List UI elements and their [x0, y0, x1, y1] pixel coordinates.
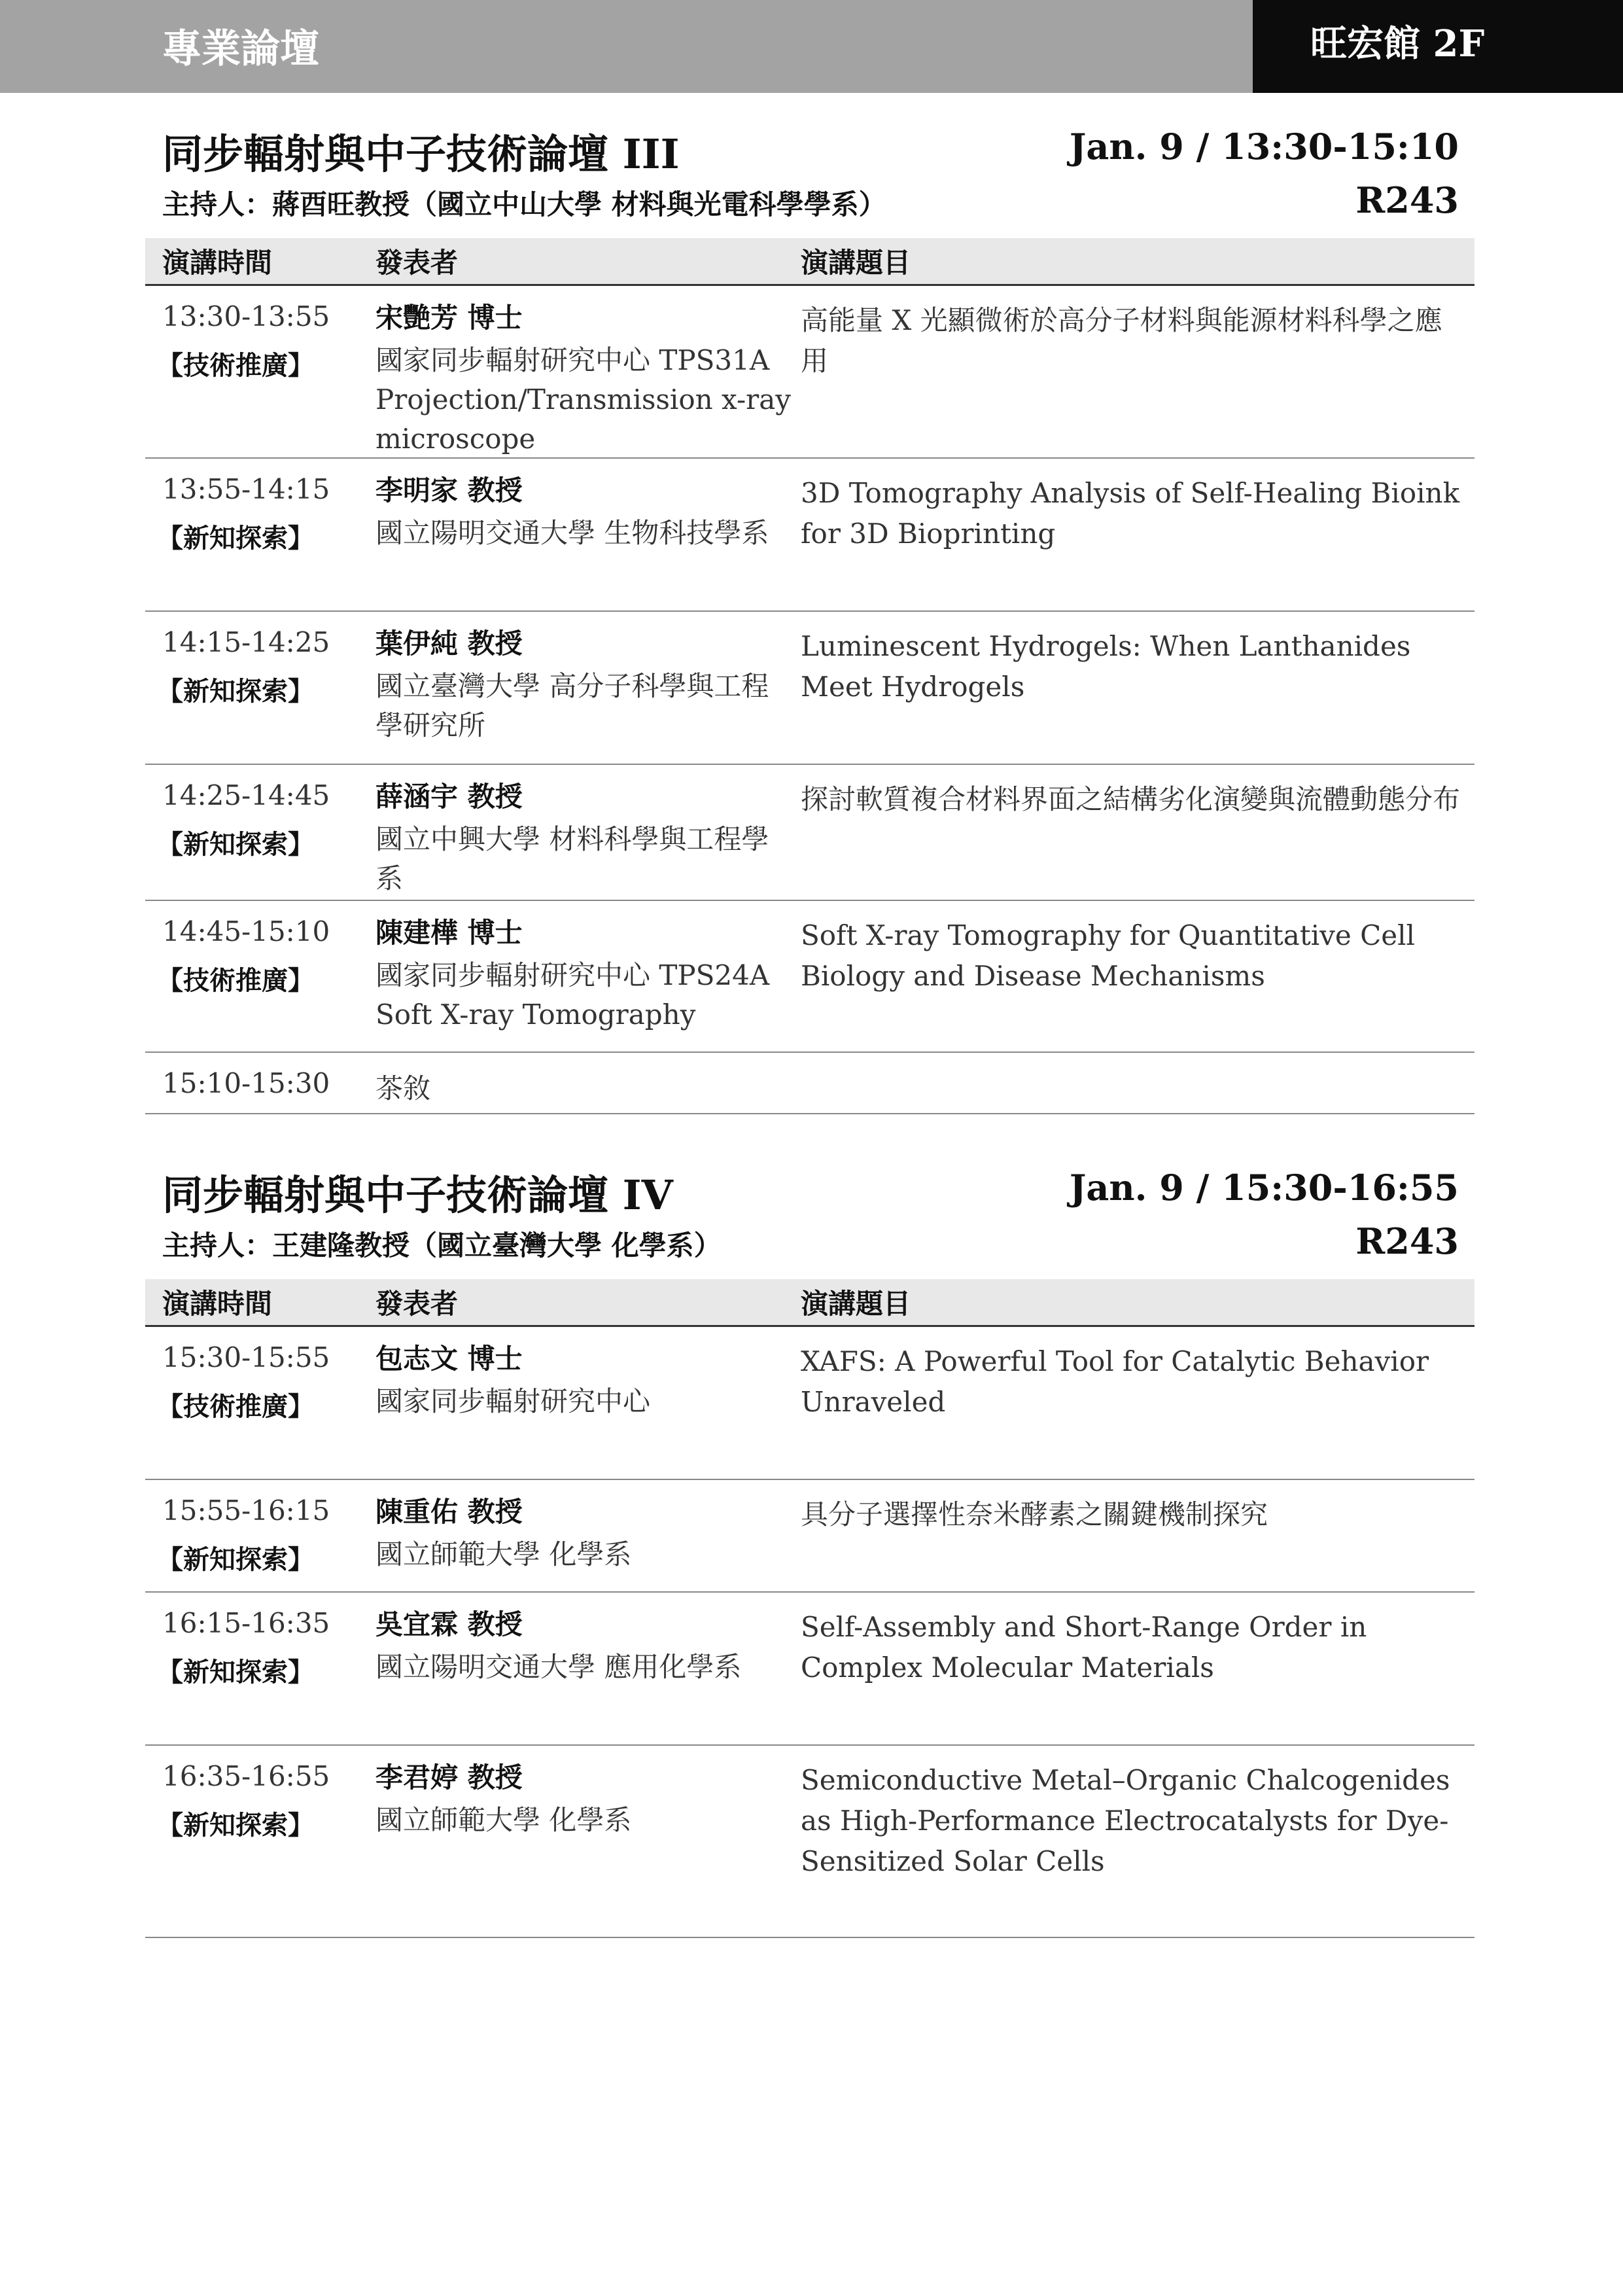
session-4	[145, 1163, 1475, 1935]
talk-topic: Semiconductive Metal–Organic Chalcogenides as High-Performance Electrocatalysts for Dye-Sensitized Solar Cells	[801, 1764, 1450, 1877]
talk-time: 14:45-15:10	[162, 915, 330, 947]
presenter-name: 葉伊純 教授	[375, 627, 523, 660]
presenter-affiliation: 國立陽明交通大學 生物科技學系	[375, 517, 769, 549]
talk-time: 14:15-14:25	[162, 626, 330, 658]
talk-time: 14:25-14:45	[162, 779, 330, 811]
presenter-name: 包志文 博士	[375, 1343, 523, 1375]
header-time: 演講時間	[162, 247, 273, 279]
presenter-affiliation: 國立中興大學 材料科學與工程學系	[375, 823, 769, 894]
presenter-name: 吳宜霖 教授	[375, 1608, 523, 1640]
presenter-name: 陳重佑 教授	[375, 1496, 523, 1528]
header-bar	[0, 0, 1623, 93]
talk-topic: 探討軟質複合材料界面之結構劣化演變與流體動態分布	[801, 783, 1461, 815]
talk-tag: 【技術推廣】	[157, 1391, 314, 1422]
talk-tag: 【新知探索】	[157, 676, 314, 707]
talk-topic: 3D Tomography Analysis of Self-Healing Bioink for 3D Bioprinting	[801, 477, 1460, 550]
table-row	[145, 1593, 1475, 1746]
talk-time: 15:30-15:55	[162, 1341, 330, 1373]
session-host: 主持人：王建隆教授（國立臺灣大學 化學系）	[162, 1229, 722, 1262]
table-row	[145, 901, 1475, 1053]
talk-tag: 【技術推廣】	[157, 965, 314, 996]
presenter-affiliation: 國立師範大學 化學系	[375, 1538, 632, 1570]
table-row	[145, 459, 1475, 612]
presenter-affiliation: 國立臺灣大學 高分子科學與工程學研究所	[375, 670, 769, 741]
talk-tag: 【技術推廣】	[157, 350, 314, 381]
header-presenter: 發表者	[375, 247, 459, 279]
table-row	[145, 286, 1475, 459]
session-room: R243	[1355, 1220, 1459, 1262]
presenter-name: 宋艷芳 博士	[375, 302, 523, 334]
talk-time: 15:55-16:15	[162, 1494, 330, 1527]
talk-tag: 【新知探索】	[157, 523, 314, 554]
venue-label: 旺宏館 2F	[1253, 0, 1623, 93]
header-topic: 演講題目	[801, 1288, 911, 1320]
session-title: 同步輻射與中子技術論壇 III	[162, 130, 680, 178]
section-title: 專業論壇	[162, 26, 319, 72]
table-row	[145, 612, 1475, 765]
talk-topic: Self-Assembly and Short-Range Order in Complex Molecular Materials	[801, 1611, 1367, 1684]
presenter-affiliation: 國家同步輻射研究中心 TPS24A Soft X-ray Tomography	[375, 959, 770, 1031]
break-label: 茶敘	[375, 1072, 431, 1104]
talk-topic: Soft X-ray Tomography for Quantitative Cell Biology and Disease Mechanisms	[801, 919, 1415, 992]
session-room: R243	[1355, 179, 1459, 221]
header-time: 演講時間	[162, 1288, 273, 1320]
header-topic: 演講題目	[801, 247, 911, 279]
talk-topic: XAFS: A Powerful Tool for Catalytic Behavior Unraveled	[801, 1345, 1429, 1418]
talk-time: 16:15-16:35	[162, 1607, 330, 1639]
presenter-affiliation: 國家同步輻射研究中心 TPS31A Projection/Transmission x-ray microscope	[375, 344, 792, 455]
session-3	[145, 122, 1475, 1110]
table-row	[145, 1746, 1475, 1938]
presenter-affiliation: 國家同步輻射研究中心	[375, 1385, 651, 1417]
break-row	[145, 1053, 1475, 1114]
session-host: 主持人：蔣酉旺教授（國立中山大學 材料與光電科學學系）	[162, 188, 886, 221]
table-row	[145, 1327, 1475, 1480]
talk-time: 16:35-16:55	[162, 1760, 330, 1792]
table-row	[145, 1480, 1475, 1593]
talk-tag: 【新知探索】	[157, 1657, 314, 1687]
talk-topic: 高能量 X 光顯微術於高分子材料與能源材料科學之應用	[801, 304, 1442, 377]
session-title: 同步輻射與中子技術論壇 IV	[162, 1171, 673, 1219]
table-header	[145, 238, 1475, 286]
presenter-name: 李君婷 教授	[375, 1761, 523, 1793]
talk-topic: Luminescent Hydrogels: When Lanthanides Meet Hydrogels	[801, 630, 1411, 703]
presenter-affiliation: 國立陽明交通大學 應用化學系	[375, 1651, 742, 1683]
session-datetime: Jan. 9 / 15:30-16:55	[1069, 1167, 1459, 1209]
table-row	[145, 765, 1475, 901]
break-time: 15:10-15:30	[162, 1067, 330, 1099]
header-presenter: 發表者	[375, 1288, 459, 1320]
talk-time: 13:30-13:55	[162, 300, 330, 332]
presenter-name: 陳建樺 博士	[375, 917, 523, 949]
talk-tag: 【新知探索】	[157, 1544, 314, 1575]
talk-time: 13:55-14:15	[162, 473, 330, 505]
talk-tag: 【新知探索】	[157, 1810, 314, 1841]
session-datetime: Jan. 9 / 13:30-15:10	[1069, 126, 1459, 168]
talk-topic: 具分子選擇性奈米酵素之關鍵機制探究	[801, 1498, 1268, 1530]
presenter-name: 薛涵宇 教授	[375, 781, 523, 813]
talk-tag: 【新知探索】	[157, 829, 314, 860]
table-header	[145, 1279, 1475, 1327]
presenter-name: 李明家 教授	[375, 474, 523, 506]
presenter-affiliation: 國立師範大學 化學系	[375, 1804, 632, 1836]
